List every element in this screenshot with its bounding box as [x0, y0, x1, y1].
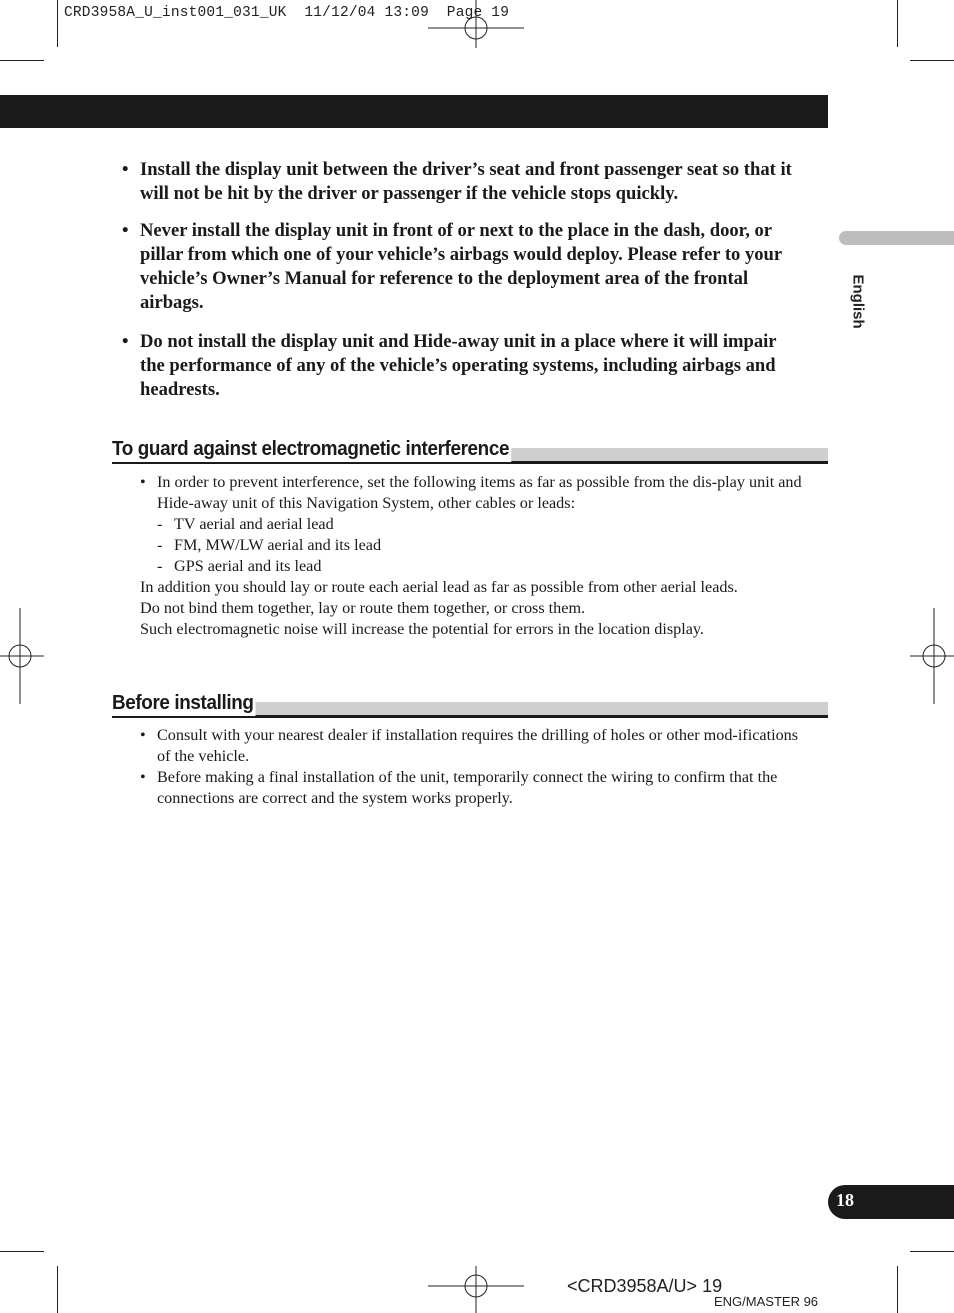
bullet-icon: • — [122, 159, 129, 180]
bullet-icon: • — [122, 331, 129, 352]
crop-mark — [910, 1251, 954, 1252]
section-title: Before installing — [112, 691, 254, 714]
section-body-before-installing — [140, 725, 805, 809]
paragraph: In addition you should lay or route each aerial lead as far as possible from other aerial leads. — [140, 578, 738, 596]
language-label: English — [849, 274, 867, 329]
warning-item — [122, 158, 802, 206]
list-item: • In order to prevent interference, set the following items as far as possible from the dis-play unit and Hide-away unit of this Navigation System, other cables or leads: — [140, 473, 802, 512]
bullet-icon: • — [140, 473, 146, 491]
crop-mark — [897, 1266, 898, 1313]
crop-mark — [897, 0, 898, 47]
list-item: - FM, MW/LW aerial and its lead — [157, 536, 382, 554]
warning-text: Do not install the display unit and Hide-away unit in a place where it will impair the performance of any of the vehicle’s operating systems, including airbags and headrests. — [140, 331, 777, 400]
crop-mark — [910, 60, 954, 61]
section-heading-interference — [112, 436, 828, 464]
warning-item — [122, 219, 802, 315]
registration-mark-icon — [0, 608, 44, 704]
header-bar — [0, 95, 828, 128]
crop-mark — [0, 60, 44, 61]
slug-datetime: 11/12/04 13:09 — [304, 5, 429, 21]
footer-master: ENG/MASTER 96 — [714, 1294, 819, 1309]
section-heading-before-installing — [112, 690, 828, 718]
language-tab — [839, 231, 954, 245]
crop-mark — [0, 1251, 44, 1252]
bullet-icon: • — [140, 768, 146, 786]
page-number: 18 — [836, 1190, 854, 1210]
paragraph: Do not bind them together, lay or route them together, or cross them. — [140, 599, 586, 617]
crop-mark — [57, 0, 58, 47]
registration-mark-icon — [428, 1266, 524, 1313]
list-item: • Consult with your nearest dealer if installation requires the drilling of holes or other mod-ifications of the vehicle. — [140, 726, 799, 765]
warning-text: Never install the display unit in front of or next to the place in the dash, door, or pillar from which one of your vehicle’s airbags would deploy. Please refer to your vehicle’s Owner’s Manual for reference to the deployment area of the frontal airbags. — [140, 220, 782, 313]
warning-text: Install the display unit between the driver’s seat and front passenger seat so that it will not be hit by the driver or passenger if the vehicle stops quickly. — [140, 159, 792, 204]
footer-code: <CRD3958A/U> 19 — [567, 1276, 723, 1296]
registration-mark-icon — [428, 0, 524, 48]
list-item: - TV aerial and aerial lead — [157, 515, 334, 533]
bullet-icon: • — [140, 726, 146, 744]
slug-page: Page 19 — [446, 5, 510, 21]
section-body-interference — [140, 472, 805, 640]
list-item: - GPS aerial and its lead — [157, 557, 322, 575]
section-title: To guard against electromagnetic interference — [112, 437, 510, 460]
bullet-icon: • — [122, 220, 129, 241]
paragraph: Such electromagnetic noise will increase the potential for errors in the location display. — [140, 620, 704, 638]
list-item: • Before making a final installation of the unit, temporarily connect the wiring to confirm that the connections are correct and the system works properly. — [140, 768, 778, 807]
crop-mark — [57, 1266, 58, 1313]
page-number-tab — [828, 1185, 954, 1219]
warning-item — [122, 330, 802, 402]
registration-mark-icon — [910, 608, 954, 704]
slug-file: CRD3958A_U_inst001_031_UK — [64, 5, 287, 21]
